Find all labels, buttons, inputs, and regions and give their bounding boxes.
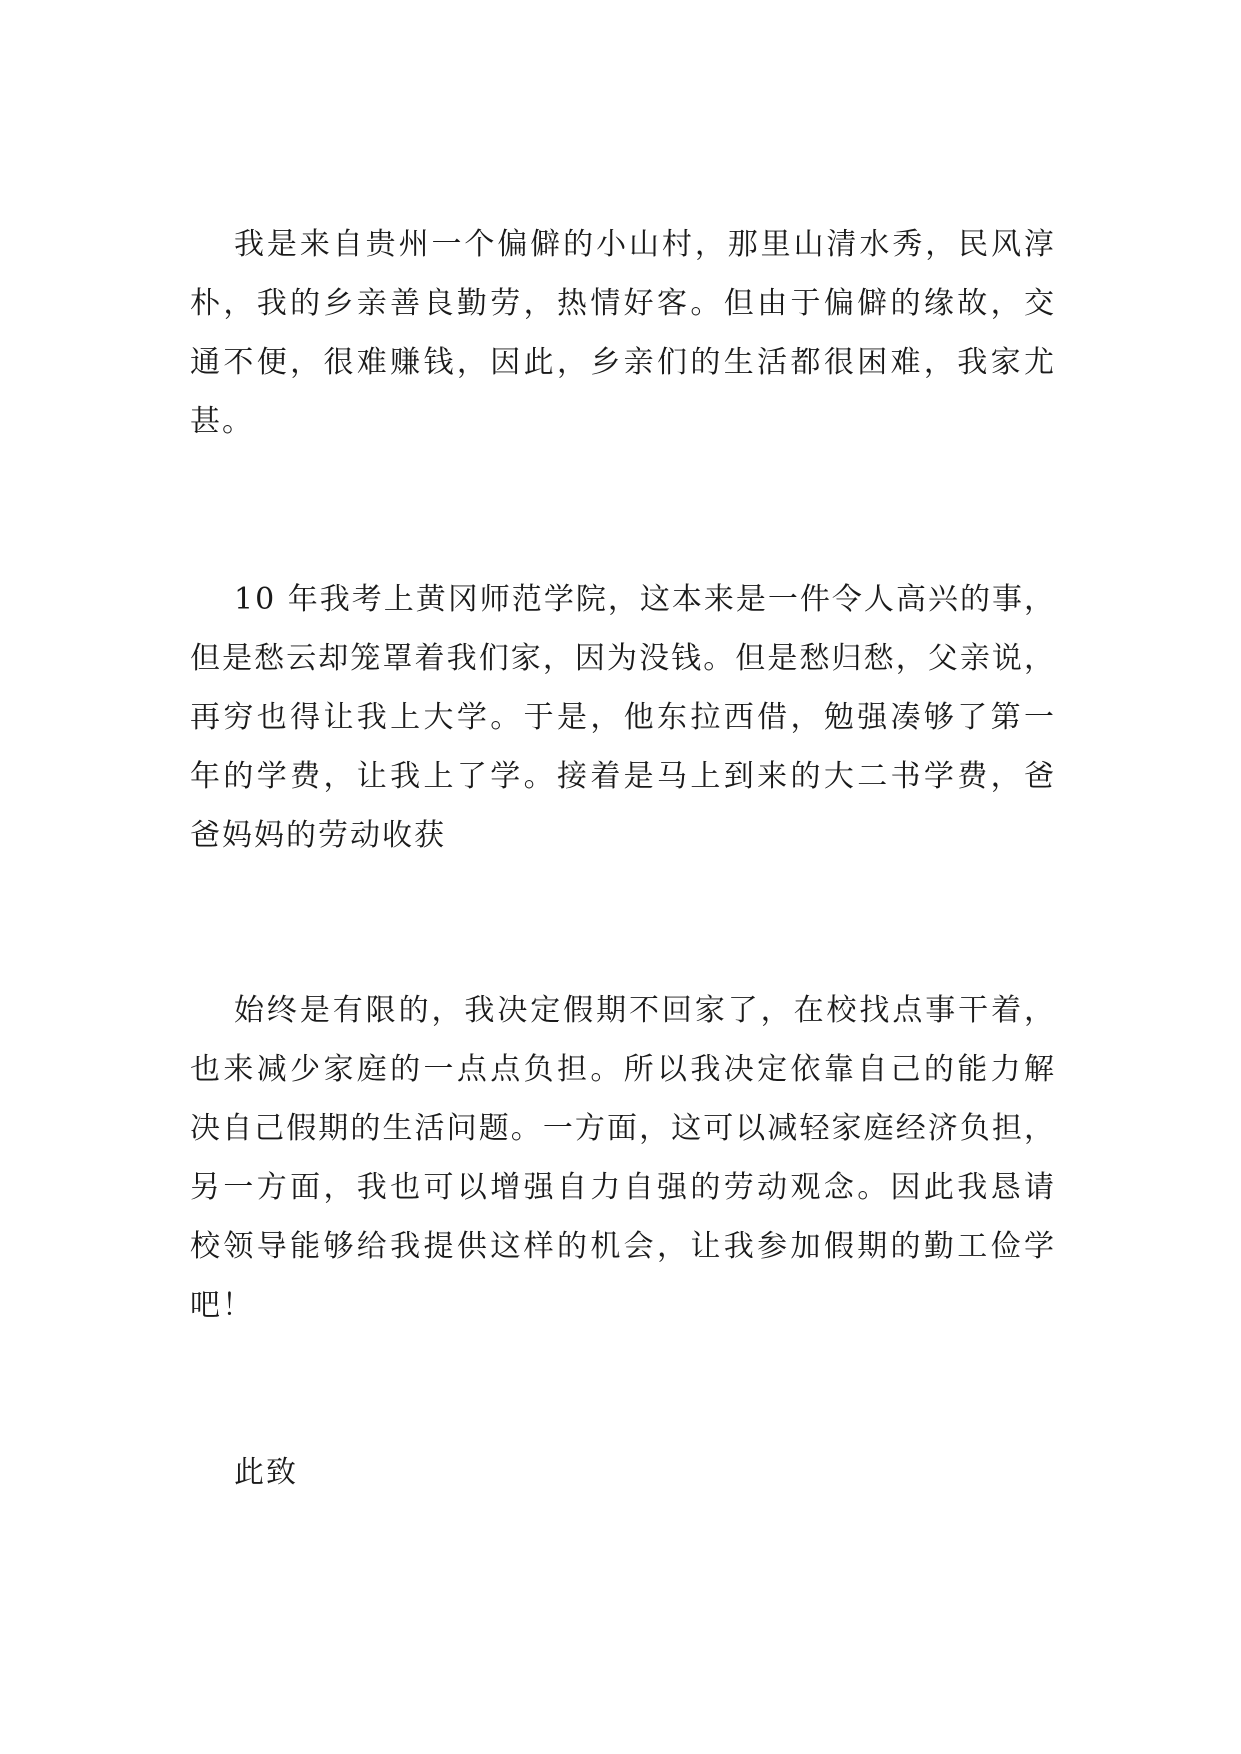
- paragraph-line: 通不便，很难赚钱，因此，乡亲们的生活都很困难，我家尤: [190, 345, 1056, 380]
- paragraph-line: 再穷也得让我上大学。于是，他东拉西借，勉强凑够了第一: [190, 700, 1056, 735]
- closing-salutation: [190, 1443, 1056, 1502]
- paragraph-line: 朴，我的乡亲善良勤劳，热情好客。但由于偏僻的缘故，交: [190, 286, 1056, 321]
- paragraph-line: 但是愁云却笼罩着我们家，因为没钱。但是愁归愁，父亲说，: [190, 641, 1056, 676]
- paragraph-college: [190, 570, 1056, 865]
- paragraph-request: [190, 981, 1056, 1335]
- paragraph-line: 校领导能够给我提供这样的机会，让我参加假期的勤工俭学: [190, 1229, 1056, 1264]
- paragraph-line: 始终是有限的，我决定假期不回家了，在校找点事干着，: [234, 993, 1056, 1028]
- paragraph-line: 爸妈妈的劳动收获: [190, 818, 446, 853]
- paragraph-line: 甚。: [190, 404, 254, 439]
- paragraph-line: 年的学费，让我上了学。接着是马上到来的大二书学费，爸: [190, 759, 1056, 794]
- paragraph-hometown: [190, 215, 1056, 451]
- paragraph-line: 10 年我考上黄冈师范学院，这本来是一件令人高兴的事，: [234, 582, 1056, 617]
- paragraph-line: 另一方面，我也可以增强自力自强的劳动观念。因此我恳请: [190, 1170, 1056, 1205]
- paragraph-line: 也来减少家庭的一点点负担。所以我决定依靠自己的能力解: [190, 1052, 1056, 1087]
- paragraph-line: 决自己假期的生活问题。一方面，这可以减轻家庭经济负担，: [190, 1111, 1056, 1146]
- closing-line: 此致: [234, 1455, 298, 1490]
- paragraph-line: 吧！: [190, 1288, 254, 1323]
- paragraph-line: 我是来自贵州一个偏僻的小山村，那里山清水秀，民风淳: [234, 227, 1056, 262]
